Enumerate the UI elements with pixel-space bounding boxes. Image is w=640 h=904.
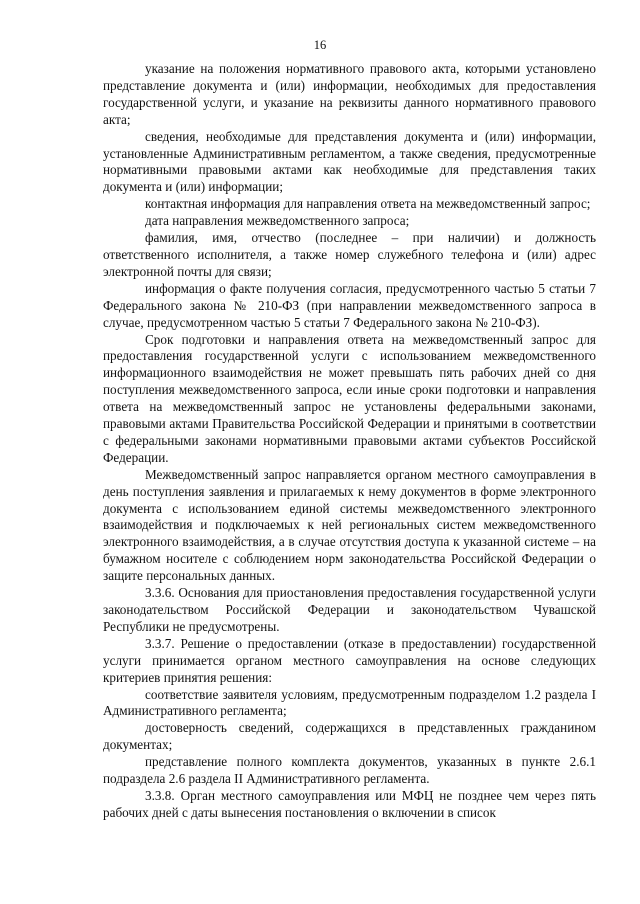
paragraph-request-date: дата направления межведомственного запроса; (145, 213, 410, 229)
paragraph-contact-information: контактная информация для направления ответа на межведомственный запрос; (145, 196, 591, 212)
paragraph-criterion-eligibility: соответствие заявителя условиям, предусмотренным подразделом 1.2 раздела I Административного регламента; (103, 686, 596, 719)
paragraph-response-deadline: Срок подготовки и направления ответа на межведомственный запрос для предоставления государственной услуги с использованием межведомственного информационного взаимодействия не может превышать пять рабочих дней со дня поступления межведомственного запроса, если иные сроки подготовки и направления ответа на межведомственный запрос не установлены федеральными законами, правовыми актами Правительства Российской Федерации и принятыми в соответствии с федеральными законами нормативными правовыми актами субъектов Российской Федерации. (103, 331, 596, 465)
paragraph-section-3-3-6: 3.3.6. Основания для приостановления предоставления государственной услуги законодательством Российской Федерации и законодательством Чувашской Республики не предусмотрены. (103, 585, 596, 634)
paragraph-required-information: сведения, необходимые для представления документа и (или) информации, установленные Административным регламентом, а также сведения, предусмотренные нормативными правовыми актами как необходимые для представления таких документа и (или) информации; (103, 128, 596, 195)
document-body (103, 61, 596, 822)
paragraph-criterion-reliability: достоверность сведений, содержащихся в представленных гражданином документах; (103, 720, 596, 753)
paragraph-consent-information: информация о факте получения согласия, предусмотренного частью 5 статьи 7 Федерального закона № 210-ФЗ (при направлении межведомственного запроса в случае, предусмотренном частью 5 статьи 7 Федерального закона № 210-ФЗ). (103, 280, 596, 330)
paragraph-criterion-complete-documents: представление полного комплекта документов, указанных в пункте 2.6.1 подраздела 2.6 раздела II Административного регламента. (103, 754, 596, 787)
page-number: 16 (313, 38, 327, 52)
paragraph-request-sending: Межведомственный запрос направляется органом местного самоуправления в день поступления заявления и прилагаемых к нему документов в форме электронного документа с использованием единой системы межведомственного электронного взаимодействия и подключаемых к ней региональных систем межведомственного электронного взаимодействия, а в случае отсутствия доступа к указанной системе – на бумажном носителе с соблюдением норм законодательства Российской Федерации о защите персональных данных. (103, 466, 596, 584)
paragraph-legal-act-reference: указание на положения нормативного правового акта, которыми установлено представление документа и (или) информации, необходимых для предоставления государственной услуги, и указание на реквизиты данного нормативного правового акта; (103, 61, 596, 127)
paragraph-section-3-3-8: 3.3.8. Орган местного самоуправления или МФЦ не позднее чем через пять рабочих дней с даты вынесения постановления о включении в список (103, 787, 596, 820)
paragraph-section-3-3-7: 3.3.7. Решение о предоставлении (отказе в предоставлении) государственной услуги принимается органом местного самоуправления на основе следующих критериев принятия решения: (103, 635, 596, 685)
paragraph-executor-details: фамилия, имя, отчество (последнее – при наличии) и должность ответственного исполнителя, а также номер служебного телефона и (или) адрес электронной почты для связи; (103, 230, 596, 279)
